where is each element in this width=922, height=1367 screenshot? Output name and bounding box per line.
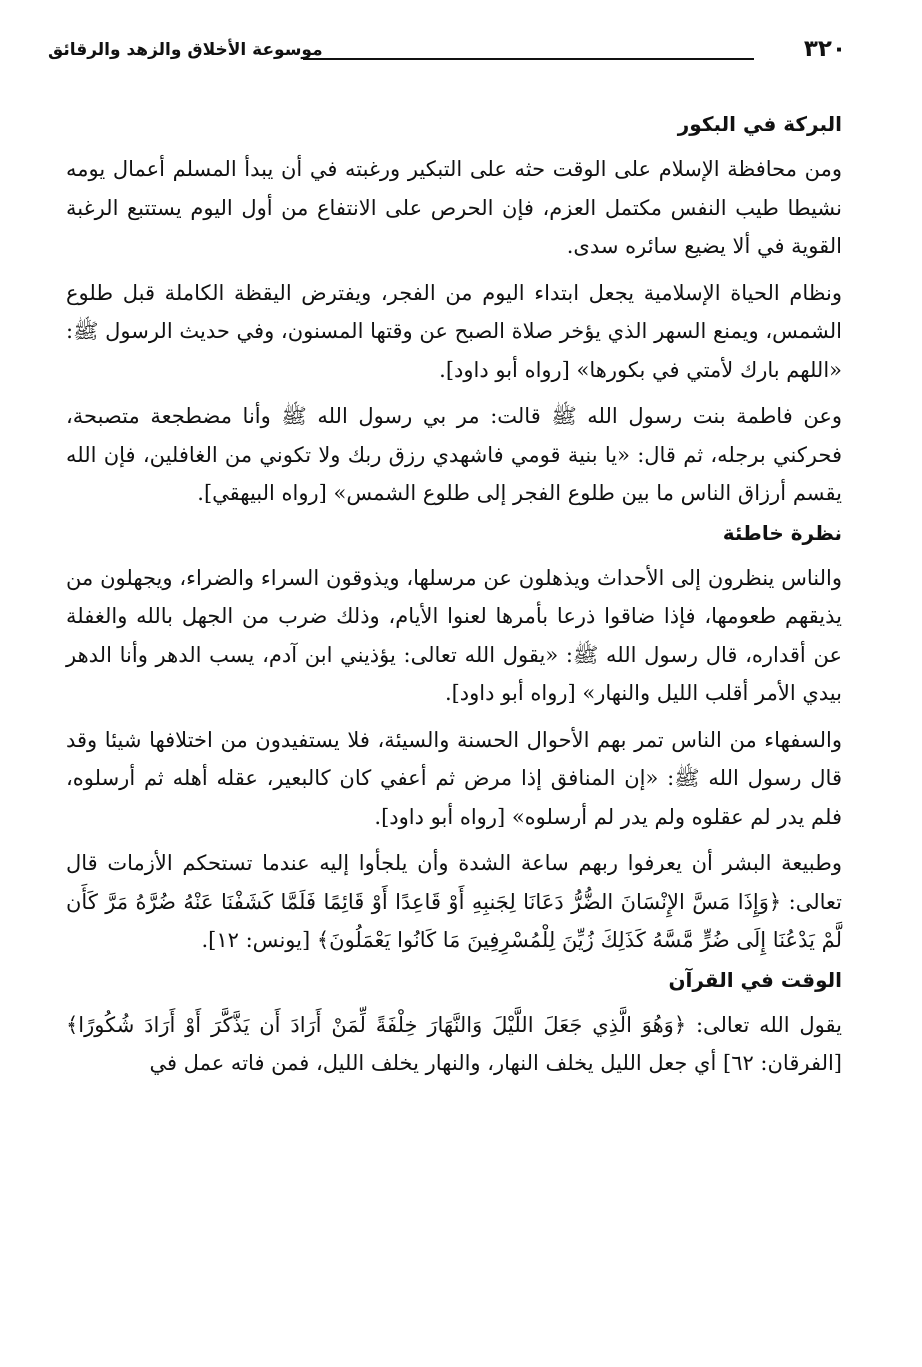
page-number: ٣٢٠ [803, 36, 846, 62]
section-heading: نظرة خاطئة [722, 520, 842, 545]
paragraph: والسفهاء من الناس تمر بهم الأحوال الحسنة والسيئة، فلا يستفيدون من اختلافها شيئا وقد قال رسول الله ﷺ: «إن المنافق إذا مرض ثم أعفي كان كالبعير، عقله أهله ثم أرسلوه، فلم يدر لم عقلوه ولم يدر لم أرسلوه» [رواه أبو داود]. [66, 727, 842, 829]
paragraph: والناس ينظرون إلى الأحداث ويذهلون عن مرسلها، ويذوقون السراء والضراء، ويجهلون من يذيقهم طعومها، فإذا ضاقوا ذرعا بأمرها لعنوا الأيام، وذلك ضرب من الجهل بالله والغفلة عن أقداره، قال رسول الله ﷺ: «يقول الله تعالى: يؤذيني ابن آدم، يسب الدهر وأنا الدهر بيدي الأمر أقلب الليل والنهار» [رواه أبو داود]. [66, 565, 842, 705]
paragraph: ومن محافظة الإسلام على الوقت حثه على التبكير ورغبته في أن يبدأ المسلم أعمال يومه نشيطا طيب النفس مكتمل العزم، فإن الحرص على الانتفاع من أول اليوم يستتبع الرغبة القوية في ألا يضيع سائره سدى. [66, 157, 842, 258]
paragraph: ونظام الحياة الإسلامية يجعل ابتداء اليوم من الفجر، ويفترض اليقظة الكاملة قبل طلوع الشمس، ويمنع السهر الذي يؤخر صلاة الصبح عن وقتها المسنون، وفي حديث الرسول ﷺ: «اللهم بارك لأمتي في بكورها» [رواه أبو داود]. [66, 280, 843, 382]
paragraph: وطبيعة البشر أن يعرفوا ربهم ساعة الشدة وأن يلجأوا إليه عندما تستحكم الأزمات قال تعالى: ﴿وَإِذَا مَسَّ الإِنْسَانَ الضُّرُّ دَعَانَا لِجَنبِهِ أَوْ قَاعِدًا أَوْ قَائِمًا فَلَمَّا كَشَفْنَا عَنْهُ ضُرَّهُ مَرَّ كَأَن لَّمْ يَدْعُنَا إِلَى ضُرٍّ مَّسَّهُ كَذَلِكَ زُيِّنَ لِلْمُسْرِفِينَ مَا كَانُوا يَعْمَلُونَ﴾ [يونس: ١٢]. [66, 851, 842, 952]
paragraph: وعن فاطمة بنت رسول الله ﷺ قالت: مر بي رسول الله ﷺ وأنا مضطجعة متصبحة، فحركني برجله، ثم قال: «يا بنية قومي فاشهدي رزق ربك ولا تكوني من الغافلين، فإن الله يقسم أرزاق الناس ما بين طلوع الفجر إلى طلوع الشمس» [رواه البيهقي]. [66, 404, 842, 505]
page-body [66, 112, 842, 1091]
header-rule [303, 58, 754, 60]
page-header [48, 34, 846, 74]
section-heading: الوقت في القرآن [668, 967, 842, 992]
paragraph: يقول الله تعالى: ﴿وَهُوَ الَّذِي جَعَلَ اللَّيْلَ وَالنَّهَارَ خِلْفَةً لِّمَنْ أَرَادَ أَن يَذَّكَّرَ أَوْ أَرَادَ شُكُورًا﴾ [الفرقان: ٦٢] أي جعل الليل يخلف النهار، والنهار يخلف الليل، فمن فاته عمل في [66, 1012, 842, 1075]
section-heading: البركة في البكور [677, 112, 842, 136]
book-title: موسوعة الأخلاق والزهد والرقائق [48, 40, 323, 60]
